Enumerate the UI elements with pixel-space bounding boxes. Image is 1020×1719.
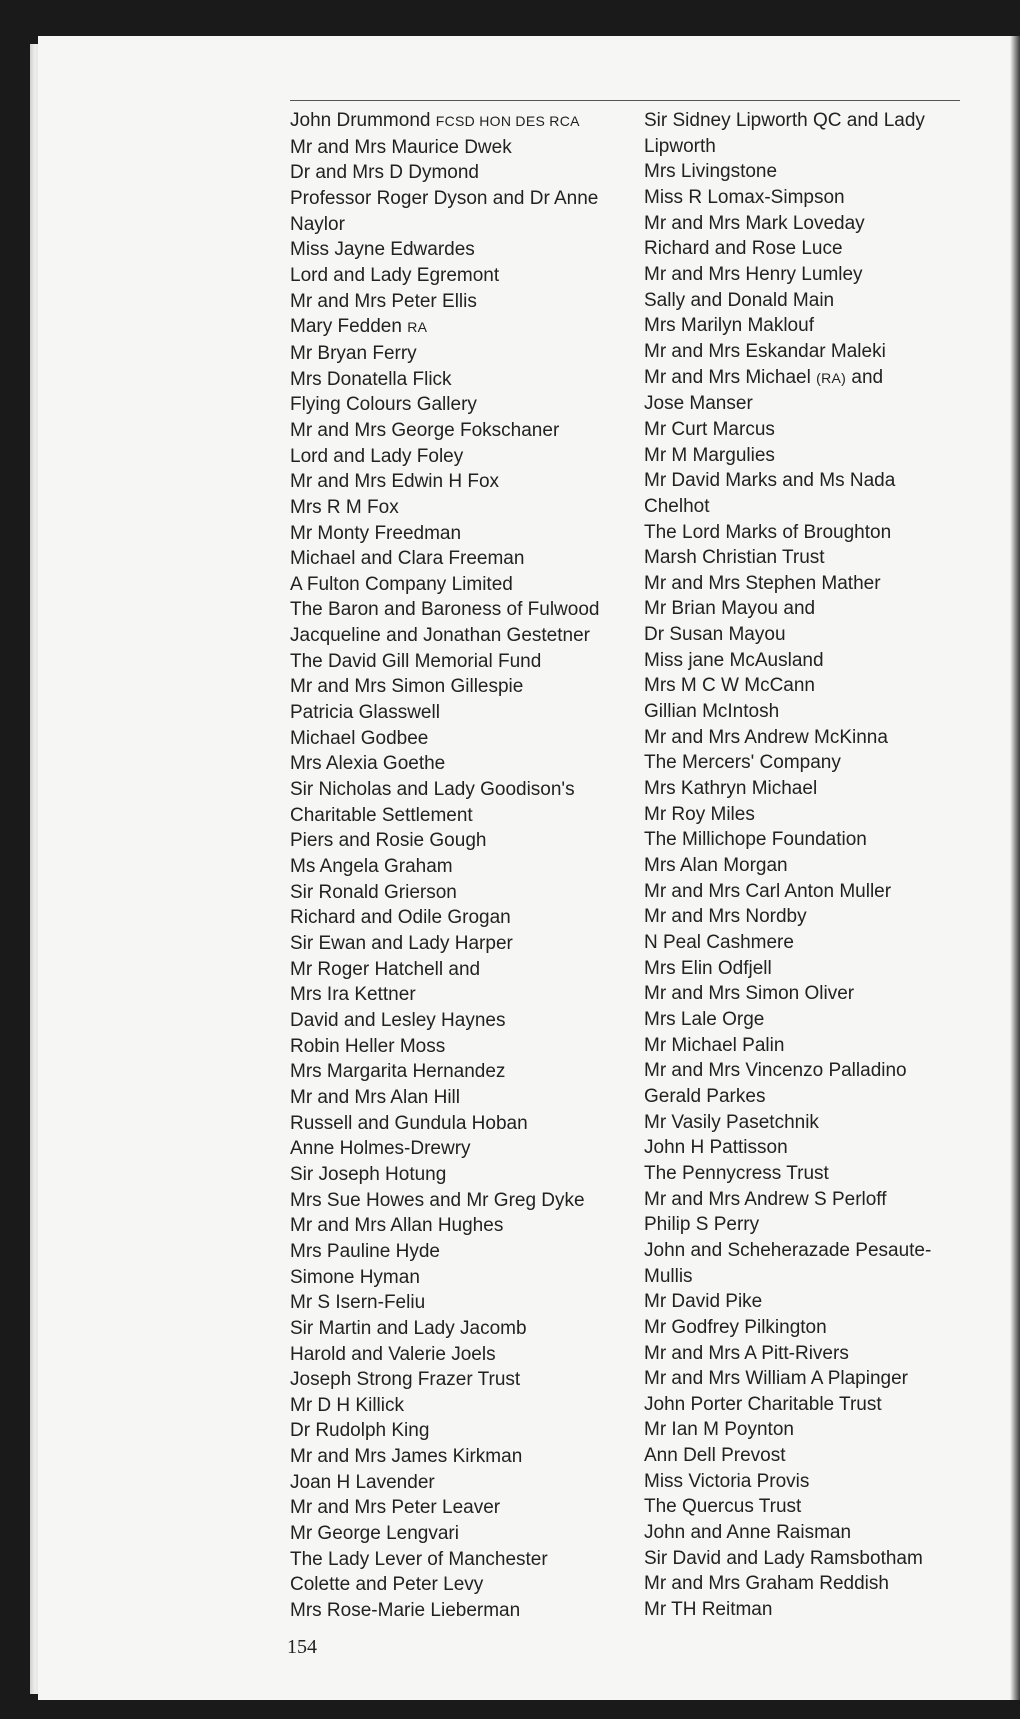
donor-name: Sir David and Lady Ramsbotham — [644, 1547, 923, 1569]
donor-name: Mr M Margulies — [644, 444, 775, 466]
donor-entry — [290, 1111, 599, 1137]
donor-entry — [644, 1033, 931, 1059]
donor-entry — [644, 365, 931, 392]
donor-entry — [290, 263, 599, 289]
donor-name: Mrs Marilyn Maklouf — [644, 315, 814, 337]
donor-name: Mrs Livingstone — [644, 161, 778, 183]
donor-name: Flying Colours Gallery — [290, 394, 477, 416]
donor-entry — [290, 572, 599, 598]
donor-name: The Quercus Trust — [644, 1496, 802, 1518]
donor-entry — [290, 1008, 599, 1034]
donor-name: Sir Martin and Lady Jacomb — [290, 1317, 527, 1339]
donor-entry — [644, 211, 931, 237]
donor-entry — [290, 1188, 599, 1214]
spine-shadow — [1010, 36, 1020, 1700]
donor-entry — [290, 1290, 599, 1316]
donor-name: Ms Angela Graham — [290, 856, 453, 878]
donor-name: Mrs Sue Howes and Mr Greg Dyke — [290, 1189, 585, 1211]
donor-name: Robin Heller Moss — [290, 1035, 446, 1057]
donor-name: John Porter Charitable Trust — [644, 1393, 882, 1415]
donor-name: Dr Rudolph King — [290, 1420, 430, 1442]
donor-name: Mr TH Reitman — [644, 1599, 773, 1621]
donor-name: Mrs M C W McCann — [644, 675, 815, 697]
donor-entry — [290, 1444, 599, 1470]
donor-name: Charitable Settlement — [290, 804, 473, 826]
donor-name: Miss Jayne Edwardes — [290, 239, 475, 261]
donor-name: Mr and Mrs William A Plapinger — [644, 1368, 908, 1390]
donor-honours: (RA) — [816, 369, 847, 386]
donor-entry — [644, 1187, 931, 1213]
donor-entry — [290, 160, 599, 186]
donor-entry — [644, 417, 931, 443]
donor-entry — [290, 751, 599, 777]
donor-name: Sir Nicholas and Lady Goodison's — [290, 779, 575, 801]
donor-entry — [644, 468, 931, 494]
donor-name: Mr Curt Marcus — [644, 418, 775, 440]
donor-entry — [644, 1084, 931, 1110]
donor-entry — [290, 314, 599, 341]
donor-name: Lord and Lady Foley — [290, 445, 464, 467]
donor-entry — [644, 159, 931, 185]
donor-entry — [290, 982, 599, 1008]
donor-name: Mr and Mrs Mark Loveday — [644, 212, 865, 234]
donor-name: Mr and Mrs Stephen Mather — [644, 572, 881, 594]
donor-entry — [290, 1470, 599, 1496]
donor-name: Michael Godbee — [290, 727, 429, 749]
donor-name: Mr Roy Miles — [644, 803, 755, 825]
donor-name: Mr Ian M Poynton — [644, 1419, 794, 1441]
donor-entry — [644, 596, 931, 622]
donor-name: The Lady Lever of Manchester — [290, 1548, 548, 1570]
donor-name: Mr and Mrs Andrew S Perloff — [644, 1188, 887, 1210]
donor-entry — [290, 1495, 599, 1521]
donor-name: Philip S Perry — [644, 1214, 760, 1236]
donor-name: Russell and Gundula Hoban — [290, 1112, 528, 1134]
donor-entry — [644, 776, 931, 802]
donor-entry — [644, 185, 931, 211]
donor-entry — [644, 725, 931, 751]
donor-name: Michael and Clara Freeman — [290, 548, 525, 570]
donor-entry — [290, 623, 599, 649]
donor-name: Mrs Alan Morgan — [644, 855, 788, 877]
donor-name: Mr Brian Mayou and — [644, 598, 816, 620]
donor-name: Lipworth — [644, 135, 716, 157]
donor-name: Sir Ronald Grierson — [290, 881, 457, 903]
page-number: 154 — [287, 1636, 317, 1658]
donor-name: Mr and Mrs James Kirkman — [290, 1446, 523, 1468]
donor-name: Mr and Mrs Peter Leaver — [290, 1497, 501, 1519]
donor-entry — [290, 367, 599, 393]
donor-entry — [290, 880, 599, 906]
donor-name: Mr and Mrs Edwin H Fox — [290, 471, 500, 493]
donor-entry — [290, 597, 599, 623]
donor-name: Mr Vasily Pasetchnik — [644, 1111, 819, 1133]
donor-name: Mr George Lengvari — [290, 1523, 459, 1545]
donor-name: Sir Ewan and Lady Harper — [290, 933, 513, 954]
donor-name: Mr and Mrs Nordby — [644, 906, 807, 928]
donor-name: Mullis — [644, 1265, 693, 1287]
donor-name: Mr and Mrs Peter Ellis — [290, 290, 477, 312]
donor-entry — [644, 1341, 931, 1367]
donor-entry — [644, 1007, 931, 1033]
donor-name: Colette and Peter Levy — [290, 1574, 484, 1596]
donor-entry — [290, 1547, 599, 1573]
donor-entry — [644, 956, 931, 982]
donor-entry — [290, 521, 599, 547]
donor-entry — [644, 673, 931, 699]
donor-entry — [290, 957, 599, 983]
donor-entry — [644, 288, 931, 314]
donor-entry — [644, 1264, 931, 1290]
donor-entry — [290, 674, 599, 700]
donor-entry — [644, 494, 931, 520]
donor-entry — [290, 1316, 599, 1342]
donor-name: John H Pattisson — [644, 1137, 788, 1159]
donor-name: Mrs R M Fox — [290, 496, 399, 518]
donor-name: Miss Victoria Provis — [644, 1470, 810, 1492]
donor-entry — [290, 1239, 599, 1265]
donor-name: Ann Dell Prevost — [644, 1445, 786, 1467]
donor-name: Mr Monty Freedman — [290, 522, 462, 544]
donor-name: Richard and Odile Grogan — [290, 907, 511, 929]
donor-entry — [290, 1393, 599, 1419]
donor-entry — [644, 262, 931, 288]
donor-honours: FCSD HON DES RCA — [435, 113, 580, 129]
donor-name: Chelhot — [644, 495, 710, 517]
donor-name: Mrs Margarita Hernandez — [290, 1061, 506, 1083]
donor-entry — [644, 520, 931, 546]
donor-entry — [290, 1162, 599, 1188]
donor-entry — [644, 1289, 931, 1315]
donor-name: Gerald Parkes — [644, 1085, 766, 1107]
donor-entry — [644, 1238, 931, 1264]
donor-entry — [290, 1136, 599, 1162]
donor-entry — [644, 622, 931, 648]
donor-name: John and Anne Raisman — [644, 1522, 852, 1544]
donor-name: Gillian McIntosh — [644, 701, 780, 723]
donor-entry — [644, 1443, 931, 1469]
donor-name: Mr and Mrs Andrew McKinna — [644, 726, 888, 748]
donor-name: Mr and Mrs Henry Lumley — [644, 263, 863, 285]
donor-entry — [644, 802, 931, 828]
donor-entry — [290, 444, 599, 470]
donor-entry — [644, 1392, 931, 1418]
donor-name: Mr and Mrs Simon Oliver — [644, 983, 855, 1005]
donor-name: Miss jane McAusland — [644, 649, 824, 671]
donor-name: Mr Godfrey Pilkington — [644, 1316, 827, 1338]
donor-entry — [290, 1598, 599, 1624]
donor-entry — [290, 546, 599, 572]
donor-entry — [290, 803, 599, 829]
donor-name: Jacqueline and Jonathan Gestetner — [290, 625, 590, 647]
donor-entry — [644, 545, 931, 571]
donor-name: Mrs Alexia Goethe — [290, 753, 446, 775]
donor-name: Dr Susan Mayou — [644, 624, 786, 646]
donor-name: Mr and Mrs Carl Anton Muller — [644, 880, 892, 902]
donor-entry — [290, 495, 599, 521]
donor-entry — [290, 1572, 599, 1598]
donor-name: Mr and Mrs George Fokschaner — [290, 419, 560, 441]
donor-name: Anne Holmes-Drewry — [290, 1138, 471, 1160]
donor-entry — [644, 236, 931, 262]
donor-entry — [290, 726, 599, 752]
donor-name: Mrs Elin Odfjell — [644, 957, 772, 979]
donor-entry — [644, 981, 931, 1007]
donor-entry — [290, 469, 599, 495]
donor-name: Mr and Mrs Vincenzo Palladino — [644, 1060, 907, 1082]
donor-name: Mr and Mrs Eskandar Maleki — [644, 340, 886, 362]
donor-name: Piers and Rosie Gough — [290, 830, 487, 852]
donor-name: Joan H Lavender — [290, 1471, 435, 1493]
donor-entry — [290, 828, 599, 854]
donor-entry — [290, 135, 599, 161]
donor-entry — [644, 1597, 931, 1623]
donor-entry — [290, 1085, 599, 1111]
donor-entry — [644, 827, 931, 853]
donor-list-right-column — [644, 108, 931, 1623]
donor-entry — [644, 1212, 931, 1238]
donor-name: John Drummond — [290, 110, 431, 131]
donor-entry — [644, 134, 931, 160]
donor-entry — [290, 1367, 599, 1393]
donor-name: Mr and Mrs A Pitt-Rivers — [644, 1342, 849, 1364]
donor-entry — [290, 1059, 599, 1085]
donor-name: Naylor — [290, 213, 345, 235]
donor-name: Mr David Pike — [644, 1291, 763, 1313]
donor-name-tail: and — [851, 366, 884, 388]
donor-entry — [290, 186, 599, 212]
donor-name: The Lord Marks of Broughton — [644, 521, 892, 543]
donor-entry — [290, 931, 599, 957]
donor-entry — [644, 391, 931, 417]
donor-name: Mr David Marks and Ms Nada — [644, 470, 896, 492]
donor-entry — [644, 1417, 931, 1443]
donor-entry — [644, 904, 931, 930]
donor-entry — [290, 1418, 599, 1444]
donor-entry — [644, 879, 931, 905]
donor-name: Sir Sidney Lipworth QC and Lady — [644, 110, 925, 131]
donor-entry — [644, 1161, 931, 1187]
donor-entry — [290, 418, 599, 444]
donor-entry — [290, 905, 599, 931]
donor-name: Mr and Mrs Maurice Dwek — [290, 136, 512, 158]
donor-name: Miss R Lomax-Simpson — [644, 186, 845, 208]
donor-name: Professor Roger Dyson and Dr Anne — [290, 187, 599, 209]
donor-name: Mr Bryan Ferry — [290, 342, 417, 364]
donor-entry — [644, 1546, 931, 1572]
donor-name: Joseph Strong Frazer Trust — [290, 1369, 521, 1391]
donor-name: Mr and Mrs Alan Hill — [290, 1086, 460, 1108]
donor-entry — [290, 854, 599, 880]
donor-entry — [644, 108, 931, 134]
donor-entry — [644, 1058, 931, 1084]
donor-entry — [644, 699, 931, 725]
donor-name: The Mercers' Company — [644, 752, 841, 774]
donor-name: Mrs Kathryn Michael — [644, 778, 818, 800]
donor-entry — [644, 750, 931, 776]
donor-name: Mr Michael Palin — [644, 1034, 785, 1056]
donor-entry — [290, 649, 599, 675]
donor-entry — [290, 237, 599, 263]
donor-entry — [644, 853, 931, 879]
donor-name: The Pennycress Trust — [644, 1162, 829, 1184]
donor-name: Mrs Pauline Hyde — [290, 1240, 440, 1262]
donor-name: Mr and Mrs Allan Hughes — [290, 1215, 504, 1237]
donor-name: The Millichope Foundation — [644, 829, 867, 851]
donor-name: David and Lesley Haynes — [290, 1009, 506, 1031]
donor-name: Mr D H Killick — [290, 1394, 404, 1416]
donor-name: Mrs Lale Orge — [644, 1008, 765, 1030]
donor-entry — [290, 1213, 599, 1239]
donor-name: Patricia Glasswell — [290, 702, 440, 724]
donor-name: Richard and Rose Luce — [644, 238, 843, 260]
donor-entry — [290, 289, 599, 315]
donor-name: Marsh Christian Trust — [644, 547, 825, 569]
donor-name: Jose Manser — [644, 393, 753, 415]
header-rule — [290, 100, 960, 101]
donor-entry — [644, 1469, 931, 1495]
donor-list-left-column — [290, 108, 599, 1624]
donor-entry — [644, 313, 931, 339]
donor-name: Lord and Lady Egremont — [290, 264, 500, 286]
donor-name: Mr Roger Hatchell and — [290, 958, 481, 980]
donor-entry — [644, 1520, 931, 1546]
donor-entry — [644, 1315, 931, 1341]
donor-honours: RA — [407, 319, 428, 336]
donor-name: The Baron and Baroness of Fulwood — [290, 599, 600, 621]
donor-name: John and Scheherazade Pesaute- — [644, 1239, 932, 1261]
donor-name: Mr and Mrs Michael — [644, 366, 811, 388]
donor-entry — [644, 571, 931, 597]
donor-entry — [290, 108, 599, 135]
donor-name: Mr S Isern-Feliu — [290, 1292, 426, 1314]
donor-entry — [290, 777, 599, 803]
donor-entry — [290, 1265, 599, 1291]
donor-name: Mr and Mrs Graham Reddish — [644, 1573, 889, 1595]
donor-name: N Peal Cashmere — [644, 932, 794, 953]
donor-name: Mrs Rose-Marie Lieberman — [290, 1600, 521, 1622]
donor-name: Simone Hyman — [290, 1266, 420, 1288]
donor-name: Mr and Mrs Simon Gillespie — [290, 676, 524, 698]
donor-name: Dr and Mrs D Dymond — [290, 162, 479, 184]
donor-entry — [644, 443, 931, 469]
donor-name: Sir Joseph Hotung — [290, 1163, 447, 1185]
donor-name: Mary Fedden — [290, 316, 402, 338]
donor-name: The David Gill Memorial Fund — [290, 650, 542, 672]
donor-entry — [290, 341, 599, 367]
donor-entry — [644, 1571, 931, 1597]
donor-name: Sally and Donald Main — [644, 289, 835, 311]
donor-entry — [644, 339, 931, 365]
donor-entry — [644, 648, 931, 674]
donor-entry — [290, 1521, 599, 1547]
donor-name: Mrs Donatella Flick — [290, 368, 452, 390]
donor-entry — [290, 1342, 599, 1368]
donor-entry — [290, 1034, 599, 1060]
donor-name: Mrs Ira Kettner — [290, 984, 416, 1006]
donor-entry — [644, 1135, 931, 1161]
donor-entry — [644, 930, 931, 956]
donor-name: Harold and Valerie Joels — [290, 1343, 496, 1365]
donor-entry — [644, 1494, 931, 1520]
donor-entry — [644, 1110, 931, 1136]
donor-entry — [290, 212, 599, 238]
donor-entry — [644, 1366, 931, 1392]
donor-name: A Fulton Company Limited — [290, 573, 513, 595]
donor-entry — [290, 700, 599, 726]
donor-entry — [290, 392, 599, 418]
